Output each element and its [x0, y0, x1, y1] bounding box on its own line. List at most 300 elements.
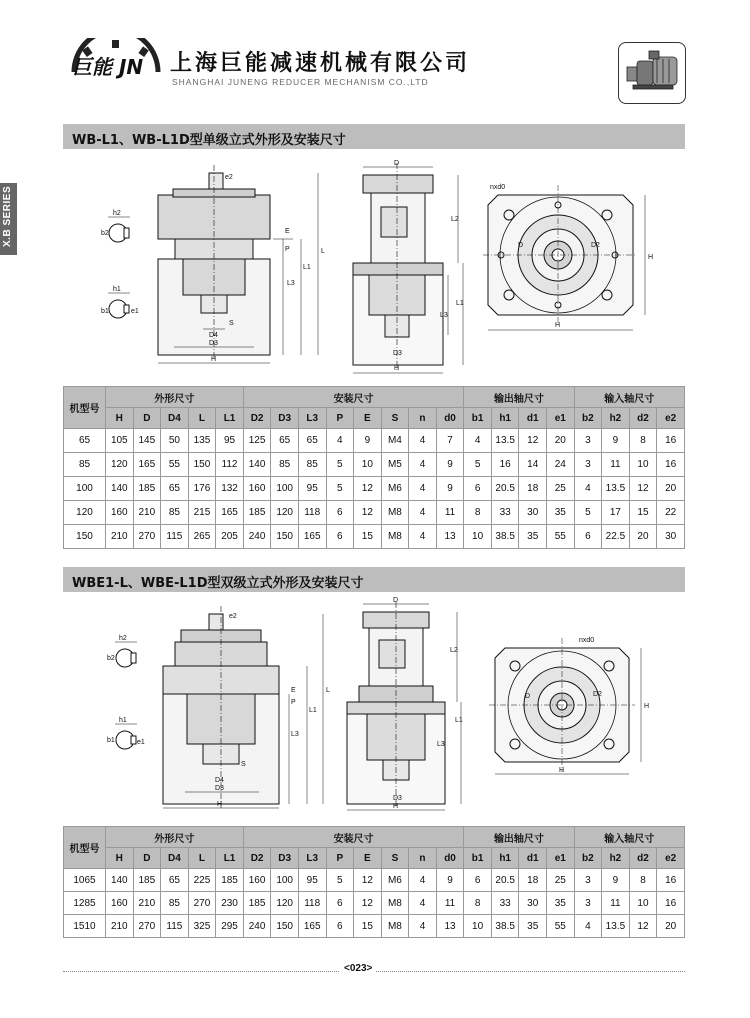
- column-header: d2: [629, 408, 657, 429]
- svg-text:L1: L1: [455, 717, 463, 724]
- table-cell: 125: [243, 429, 271, 453]
- drawing-single-stage: [63, 155, 685, 380]
- model-cell: 120: [64, 501, 106, 525]
- table-cell: 4: [409, 501, 437, 525]
- front-view-double-stage: [163, 606, 323, 808]
- table-cell: 16: [657, 453, 685, 477]
- table-cell: 4: [574, 477, 602, 501]
- table-cell: 165: [298, 525, 326, 549]
- svg-text:L1: L1: [309, 707, 317, 714]
- column-header: b2: [574, 408, 602, 429]
- table-cell: 5: [326, 869, 354, 892]
- table-row: [64, 477, 685, 501]
- svg-text:L3: L3: [291, 731, 299, 738]
- table-cell: 15: [354, 525, 382, 549]
- column-header: S: [381, 848, 409, 869]
- column-header: L3: [298, 408, 326, 429]
- column-header: D3: [271, 848, 299, 869]
- table-cell: 230: [216, 892, 244, 915]
- column-header: e1: [547, 408, 575, 429]
- svg-text:h2: h2: [119, 635, 127, 642]
- table-cell: 18: [519, 477, 547, 501]
- table-cell: M4: [381, 429, 409, 453]
- table-cell: 33: [491, 892, 519, 915]
- table-cell: 5: [326, 477, 354, 501]
- drawing-double-stage: [63, 596, 685, 818]
- column-header: b1: [464, 848, 492, 869]
- svg-text:b1: b1: [101, 308, 109, 315]
- column-header: d0: [436, 848, 464, 869]
- series-side-tab-label: X.B SERIES: [2, 185, 13, 247]
- table-cell: 10: [464, 525, 492, 549]
- table-cell: 160: [106, 892, 134, 915]
- svg-text:H: H: [555, 322, 561, 329]
- company-logo: [66, 38, 166, 80]
- table-cell: 165: [216, 501, 244, 525]
- group-header-mounting: 安装尺寸: [243, 827, 464, 848]
- section-title-single-stage: WB-L1、WB-L1D型单级立式外形及安装尺寸: [72, 133, 346, 148]
- svg-text:nxd0: nxd0: [579, 637, 595, 644]
- svg-text:h2: h2: [113, 210, 121, 217]
- table-cell: 240: [243, 525, 271, 549]
- table-cell: 8: [629, 869, 657, 892]
- logo-text: 巨能 JN: [72, 55, 144, 79]
- column-header: n: [409, 848, 437, 869]
- table-cell: 38.5: [491, 915, 519, 938]
- model-cell: 1285: [64, 892, 106, 915]
- column-header: e1: [547, 848, 575, 869]
- column-header: h2: [602, 848, 630, 869]
- column-header: H: [106, 408, 134, 429]
- table-cell: 24: [547, 453, 575, 477]
- table-row: [64, 453, 685, 477]
- table-cell: 160: [106, 501, 134, 525]
- table-cell: 55: [547, 915, 575, 938]
- table-cell: 11: [436, 501, 464, 525]
- table-cell: 8: [464, 892, 492, 915]
- table-cell: 118: [298, 501, 326, 525]
- model-header: 机型号: [64, 827, 106, 869]
- svg-text:b2: b2: [107, 655, 115, 662]
- table-cell: 11: [602, 453, 630, 477]
- table-cell: 55: [161, 453, 189, 477]
- table-cell: 95: [298, 477, 326, 501]
- column-header: D2: [243, 408, 271, 429]
- table-cell: 12: [519, 429, 547, 453]
- svg-text:H: H: [394, 365, 400, 372]
- table-cell: 65: [298, 429, 326, 453]
- table-cell: 65: [161, 869, 189, 892]
- table-cell: 185: [243, 892, 271, 915]
- svg-text:D4: D4: [209, 332, 218, 339]
- model-cell: 1065: [64, 869, 106, 892]
- column-header: P: [326, 408, 354, 429]
- section-header-single-stage: [63, 124, 685, 149]
- section-title-double-stage: WBE1-L、WBE-L1D型双级立式外形及安装尺寸: [72, 576, 364, 591]
- top-view-single-stage: [483, 185, 645, 330]
- table-cell: 25: [547, 477, 575, 501]
- svg-text:H: H: [217, 801, 223, 808]
- svg-text:D3: D3: [393, 350, 402, 357]
- table-cell: 30: [657, 525, 685, 549]
- table-cell: 9: [436, 453, 464, 477]
- spec-table-double-stage: [63, 826, 685, 938]
- input-keyway-detail-2: [115, 642, 137, 667]
- table-cell: 22: [657, 501, 685, 525]
- table-cell: 17: [602, 501, 630, 525]
- table-cell: 10: [629, 892, 657, 915]
- model-cell: 65: [64, 429, 106, 453]
- column-header: D4: [161, 408, 189, 429]
- output-keyway-detail: [108, 293, 130, 318]
- table-cell: 11: [436, 892, 464, 915]
- column-header: h2: [602, 408, 630, 429]
- table-cell: 85: [298, 453, 326, 477]
- table-row: [64, 892, 685, 915]
- column-header: e2: [657, 848, 685, 869]
- table-cell: 10: [354, 453, 382, 477]
- svg-text:D2: D2: [593, 691, 602, 698]
- svg-text:b2: b2: [101, 230, 109, 237]
- group-header-output-shaft: 输出轴尺寸: [464, 387, 574, 408]
- table-cell: 118: [298, 892, 326, 915]
- table-cell: 140: [243, 453, 271, 477]
- table-cell: 3: [574, 869, 602, 892]
- table-cell: 30: [519, 501, 547, 525]
- svg-text:D4: D4: [215, 777, 224, 784]
- svg-text:D: D: [518, 242, 524, 249]
- front-view-single-stage: [158, 165, 318, 363]
- table-cell: 13.5: [491, 429, 519, 453]
- column-header: L: [188, 848, 216, 869]
- column-header: h1: [491, 408, 519, 429]
- table-cell: 20.5: [491, 477, 519, 501]
- table-cell: 35: [547, 501, 575, 525]
- table-cell: M6: [381, 869, 409, 892]
- table-cell: 120: [106, 453, 134, 477]
- table-cell: 140: [106, 477, 134, 501]
- table-cell: 185: [133, 477, 161, 501]
- table-cell: 160: [243, 477, 271, 501]
- column-header: L1: [216, 848, 244, 869]
- svg-text:D: D: [525, 693, 531, 700]
- svg-text:E: E: [285, 228, 290, 235]
- table-cell: 6: [464, 869, 492, 892]
- model-cell: 1510: [64, 915, 106, 938]
- table-cell: 9: [354, 429, 382, 453]
- svg-text:e2: e2: [229, 613, 237, 620]
- table-cell: 135: [188, 429, 216, 453]
- table-cell: M8: [381, 892, 409, 915]
- svg-text:D3: D3: [393, 795, 402, 802]
- column-header: L3: [298, 848, 326, 869]
- column-header: E: [354, 408, 382, 429]
- table-cell: 13: [436, 915, 464, 938]
- svg-text:H: H: [644, 703, 650, 710]
- table-row: [64, 525, 685, 549]
- table-cell: 210: [106, 525, 134, 549]
- svg-text:P: P: [285, 246, 290, 253]
- svg-text:e1: e1: [131, 308, 139, 315]
- column-header: D: [133, 408, 161, 429]
- table-cell: 4: [326, 429, 354, 453]
- table-cell: 16: [657, 869, 685, 892]
- table-cell: 13.5: [602, 477, 630, 501]
- table-cell: 18: [519, 869, 547, 892]
- svg-text:L3: L3: [440, 312, 448, 319]
- table-cell: M8: [381, 915, 409, 938]
- table-cell: 7: [436, 429, 464, 453]
- svg-text:D: D: [393, 597, 399, 604]
- table-cell: 4: [409, 453, 437, 477]
- svg-text:L3: L3: [437, 741, 445, 748]
- column-header: D: [133, 848, 161, 869]
- svg-text:H: H: [393, 803, 399, 810]
- table-cell: 9: [436, 869, 464, 892]
- svg-text:E: E: [291, 687, 296, 694]
- table-cell: 10: [629, 453, 657, 477]
- gear-motor-icon: [627, 51, 677, 89]
- column-header: D3: [271, 408, 299, 429]
- column-header: d1: [519, 408, 547, 429]
- table-cell: 22.5: [602, 525, 630, 549]
- table-cell: 35: [547, 892, 575, 915]
- column-header: d2: [629, 848, 657, 869]
- table-cell: 150: [271, 525, 299, 549]
- svg-text:D2: D2: [591, 242, 600, 249]
- svg-text:L1: L1: [456, 300, 464, 307]
- table-cell: 105: [106, 429, 134, 453]
- svg-text:D3: D3: [215, 785, 224, 792]
- top-view-double-stage: [489, 638, 641, 774]
- table-cell: 270: [133, 915, 161, 938]
- table-cell: 225: [188, 869, 216, 892]
- table-row: [64, 429, 685, 453]
- column-header: D4: [161, 848, 189, 869]
- spec-table-single-stage: [63, 386, 685, 549]
- svg-text:H: H: [211, 356, 217, 363]
- table-cell: 12: [354, 477, 382, 501]
- group-header-input-shaft: 输入轴尺寸: [574, 387, 684, 408]
- column-header: b2: [574, 848, 602, 869]
- svg-text:e2: e2: [225, 174, 233, 181]
- table-cell: 12: [354, 501, 382, 525]
- table-cell: 4: [409, 869, 437, 892]
- table-cell: 270: [188, 892, 216, 915]
- svg-text:e1: e1: [137, 739, 145, 746]
- svg-text:h1: h1: [119, 717, 127, 724]
- table-cell: 4: [464, 429, 492, 453]
- table-cell: 3: [574, 429, 602, 453]
- table-cell: M8: [381, 501, 409, 525]
- table-row: [64, 501, 685, 525]
- table-cell: 140: [106, 869, 134, 892]
- table-cell: 33: [491, 501, 519, 525]
- column-header: E: [354, 848, 382, 869]
- table-cell: 165: [133, 453, 161, 477]
- group-header-mounting: 安装尺寸: [243, 387, 464, 408]
- table-cell: 185: [243, 501, 271, 525]
- side-view-single-stage: [353, 163, 463, 373]
- table-cell: 210: [133, 501, 161, 525]
- table-cell: 10: [464, 915, 492, 938]
- table-cell: 295: [216, 915, 244, 938]
- table-cell: 6: [326, 525, 354, 549]
- table-cell: 8: [629, 429, 657, 453]
- svg-text:b1: b1: [107, 737, 115, 744]
- table-cell: 265: [188, 525, 216, 549]
- column-header: n: [409, 408, 437, 429]
- table-cell: 120: [271, 892, 299, 915]
- model-header: 机型号: [64, 387, 106, 429]
- table-cell: 6: [326, 892, 354, 915]
- column-header: P: [326, 848, 354, 869]
- column-header: d1: [519, 848, 547, 869]
- table-cell: 160: [243, 869, 271, 892]
- page-number: <023>: [340, 963, 376, 974]
- svg-text:nxd0: nxd0: [490, 184, 506, 191]
- series-side-tab: [0, 183, 17, 255]
- svg-text:P: P: [291, 699, 296, 706]
- table-cell: 13: [436, 525, 464, 549]
- group-header-input-shaft: 输入轴尺寸: [574, 827, 684, 848]
- table-cell: M8: [381, 525, 409, 549]
- column-header: L1: [216, 408, 244, 429]
- svg-text:L: L: [326, 687, 330, 694]
- column-header: H: [106, 848, 134, 869]
- table-cell: M5: [381, 453, 409, 477]
- column-header: D2: [243, 848, 271, 869]
- model-cell: 150: [64, 525, 106, 549]
- table-cell: 4: [409, 915, 437, 938]
- table-cell: 15: [629, 501, 657, 525]
- table-cell: 100: [271, 477, 299, 501]
- table-cell: 205: [216, 525, 244, 549]
- table-cell: 85: [161, 501, 189, 525]
- model-cell: 85: [64, 453, 106, 477]
- svg-text:h1: h1: [113, 286, 121, 293]
- column-header: e2: [657, 408, 685, 429]
- table-cell: 95: [298, 869, 326, 892]
- table-cell: 4: [409, 429, 437, 453]
- svg-text:H: H: [648, 254, 654, 261]
- table-cell: 9: [602, 429, 630, 453]
- column-header: S: [381, 408, 409, 429]
- table-cell: M6: [381, 477, 409, 501]
- table-cell: 165: [298, 915, 326, 938]
- table-cell: 20: [657, 915, 685, 938]
- table-cell: 85: [271, 453, 299, 477]
- table-cell: 16: [657, 429, 685, 453]
- table-cell: 210: [106, 915, 134, 938]
- table-cell: 14: [519, 453, 547, 477]
- table-cell: 25: [547, 869, 575, 892]
- table-cell: 12: [629, 477, 657, 501]
- table-cell: 6: [464, 477, 492, 501]
- table-cell: 150: [271, 915, 299, 938]
- group-header-output-shaft: 输出轴尺寸: [464, 827, 574, 848]
- table-cell: 35: [519, 525, 547, 549]
- table-cell: 50: [161, 429, 189, 453]
- table-cell: 112: [216, 453, 244, 477]
- company-name-cn: 上海巨能减速机械有限公司: [170, 51, 471, 76]
- table-cell: 12: [354, 892, 382, 915]
- svg-text:L: L: [321, 248, 325, 255]
- input-keyway-detail: [108, 217, 130, 242]
- model-cell: 100: [64, 477, 106, 501]
- svg-text:D: D: [394, 160, 400, 167]
- section-header-double-stage: [63, 567, 685, 592]
- table-cell: 325: [188, 915, 216, 938]
- table-cell: 5: [464, 453, 492, 477]
- table-cell: 20.5: [491, 869, 519, 892]
- table-cell: 16: [657, 892, 685, 915]
- table-cell: 11: [602, 892, 630, 915]
- table-cell: 35: [519, 915, 547, 938]
- side-view-double-stage: [347, 602, 461, 810]
- table-cell: 12: [354, 869, 382, 892]
- svg-text:L2: L2: [450, 647, 458, 654]
- table-row: [64, 869, 685, 892]
- table-cell: 115: [161, 525, 189, 549]
- table-cell: 20: [657, 477, 685, 501]
- table-cell: 150: [188, 453, 216, 477]
- table-cell: 20: [629, 525, 657, 549]
- table-cell: 4: [409, 525, 437, 549]
- table-cell: 4: [409, 477, 437, 501]
- table-row: [64, 915, 685, 938]
- table-cell: 185: [133, 869, 161, 892]
- table-cell: 5: [574, 501, 602, 525]
- product-thumbnail: [618, 42, 686, 104]
- table-cell: 176: [188, 477, 216, 501]
- table-cell: 120: [271, 501, 299, 525]
- table-cell: 100: [271, 869, 299, 892]
- table-cell: 12: [629, 915, 657, 938]
- table-cell: 16: [491, 453, 519, 477]
- svg-text:S: S: [241, 761, 246, 768]
- table-cell: 65: [161, 477, 189, 501]
- svg-text:L1: L1: [303, 264, 311, 271]
- group-header-outline: 外形尺寸: [106, 827, 244, 848]
- group-header-outline: 外形尺寸: [106, 387, 244, 408]
- svg-text:S: S: [229, 320, 234, 327]
- table-cell: 8: [464, 501, 492, 525]
- table-cell: 20: [547, 429, 575, 453]
- table-cell: 3: [574, 453, 602, 477]
- table-cell: 3: [574, 892, 602, 915]
- table-cell: 9: [602, 869, 630, 892]
- table-cell: 6: [326, 915, 354, 938]
- table-cell: 210: [133, 892, 161, 915]
- table-cell: 270: [133, 525, 161, 549]
- table-cell: 4: [409, 892, 437, 915]
- table-cell: 6: [574, 525, 602, 549]
- column-header: d0: [436, 408, 464, 429]
- table-cell: 215: [188, 501, 216, 525]
- table-cell: 185: [216, 869, 244, 892]
- column-header: L: [188, 408, 216, 429]
- table-cell: 13.5: [602, 915, 630, 938]
- svg-text:D3: D3: [209, 340, 218, 347]
- svg-text:L2: L2: [451, 216, 459, 223]
- table-cell: 15: [354, 915, 382, 938]
- table-cell: 5: [326, 453, 354, 477]
- table-cell: 55: [547, 525, 575, 549]
- table-cell: 4: [574, 915, 602, 938]
- svg-text:H: H: [559, 767, 565, 774]
- table-cell: 38.5: [491, 525, 519, 549]
